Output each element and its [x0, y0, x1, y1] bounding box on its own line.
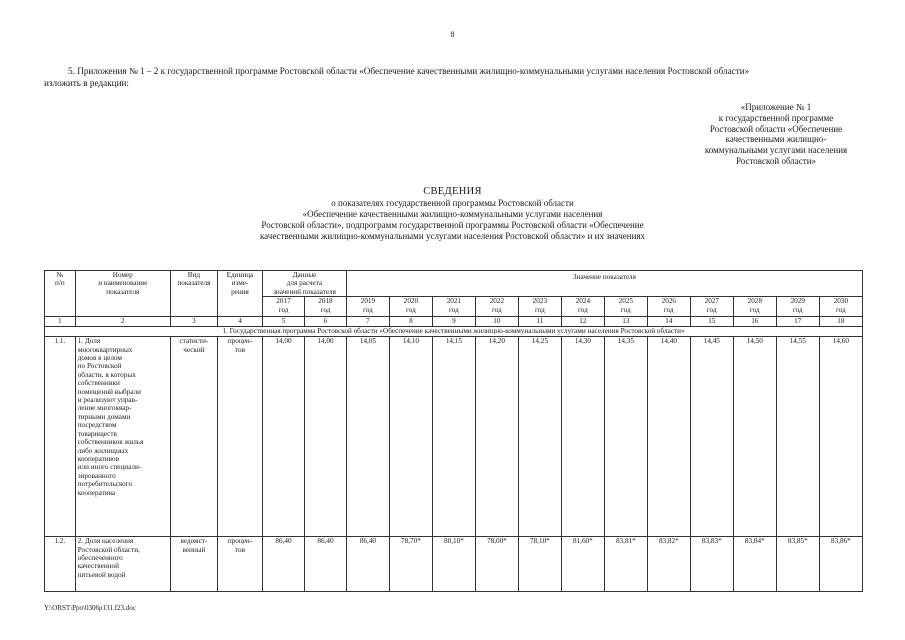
- row-value: 14,30: [561, 337, 604, 537]
- row-value: 83,81*: [604, 537, 647, 592]
- year-word: год: [448, 305, 459, 314]
- year-value: 2030: [833, 297, 849, 306]
- column-number: 5: [263, 317, 305, 327]
- header-text: для расчета: [286, 279, 323, 288]
- row-unit: [217, 537, 262, 592]
- appendix-line: коммунальными услугами населения: [704, 145, 848, 156]
- row-value: 14,05: [346, 337, 389, 537]
- indicators-table: [44, 270, 863, 592]
- column-number: 1: [45, 317, 76, 327]
- header-text: рения: [231, 287, 249, 296]
- column-number: 15: [690, 317, 733, 327]
- title-line: о показателях государственной программы Ростовской области: [331, 198, 574, 208]
- column-number: 3: [170, 317, 217, 327]
- intro-line-1: 5. Приложения № 1 – 2 к государственной программе Ростовской области «Обеспечение качественными жилищно-коммунальными услугами населения Ростовской области»: [68, 66, 750, 76]
- table-row: [45, 337, 863, 537]
- year-value: 2017: [276, 297, 291, 306]
- row-name-line: зированного: [77, 471, 116, 480]
- row-name-line: посредством: [77, 421, 117, 430]
- row-name-line: питьевой водой: [77, 570, 126, 579]
- year-cell: [432, 297, 475, 317]
- year-value: 2022: [489, 297, 505, 306]
- row-value: 78,70*: [389, 537, 432, 592]
- year-value: 2026: [661, 297, 676, 306]
- row-unit-line: тов: [234, 345, 245, 354]
- year-value: 2018: [318, 297, 333, 306]
- year-word: год: [534, 305, 545, 314]
- year-cell: [776, 297, 819, 317]
- row-name-line: ление многоквар-: [77, 404, 132, 413]
- header-text: Единица: [226, 271, 254, 279]
- year-cell: [263, 297, 305, 317]
- row-name-line: помещений выбрали: [77, 387, 141, 396]
- column-number-row: [45, 317, 863, 327]
- column-number: 11: [518, 317, 561, 327]
- header-text: Значение показателя: [573, 273, 636, 281]
- section-title: 1. Государственная программа Ростовской области «Обеспечение качественными жилищно-коммунальными услугами населения Ростовской области»: [45, 327, 863, 337]
- header-text: показателя: [177, 279, 211, 288]
- column-number: 4: [217, 317, 262, 327]
- page-number: 8: [450, 30, 455, 39]
- year-word: год: [491, 305, 502, 314]
- year-value: 2028: [747, 297, 762, 306]
- table-row: [45, 537, 863, 592]
- row-value: 14,55: [776, 337, 819, 537]
- year-cell: [819, 297, 862, 317]
- title-line: «Обеспечение качественными жилищно-коммунальными услугами населения: [302, 209, 603, 219]
- appendix-line: Ростовской области»: [735, 155, 817, 166]
- row-name-line: кооператива: [77, 488, 116, 497]
- year-cell: [346, 297, 389, 317]
- row-value: 14,00: [304, 337, 346, 537]
- row-value: 83,82*: [647, 537, 690, 592]
- column-number: 14: [647, 317, 690, 327]
- appendix-line: «Приложение № 1: [740, 102, 812, 112]
- row-value: 78,10*: [518, 537, 561, 592]
- row-value: 14,40: [647, 337, 690, 537]
- row-name-line: области, в которых: [77, 370, 136, 379]
- year-value: 2025: [618, 297, 634, 306]
- title-line: качественными жилищно-коммунальными услугами населения Ростовской области» и их значениях: [259, 231, 646, 241]
- row-name-line: по Ростовской: [77, 362, 122, 371]
- appendix-note: [676, 102, 876, 167]
- row-name-line: и реализуют управ-: [77, 396, 138, 405]
- row-type: [170, 337, 217, 537]
- column-number: 9: [432, 317, 475, 327]
- row-unit-line: процен-: [227, 337, 253, 346]
- header-text: №: [56, 271, 64, 279]
- row-name: [75, 537, 170, 592]
- header-text: п/п: [55, 279, 65, 288]
- header-text: значений показателя: [273, 287, 336, 296]
- year-word: год: [835, 305, 846, 314]
- row-type-line: статисти-: [179, 337, 209, 346]
- row-name-line: или иного специали-: [77, 463, 142, 472]
- year-word: год: [620, 305, 631, 314]
- column-number: 13: [604, 317, 647, 327]
- file-path-footer: Y:\ORST\Ppo\0306p131.f23.doc: [44, 604, 136, 612]
- header-num: [45, 271, 76, 317]
- year-word: год: [320, 305, 331, 314]
- row-name-line: тирными домами: [77, 412, 131, 421]
- year-word: год: [792, 305, 803, 314]
- year-word: год: [749, 305, 760, 314]
- appendix-line: качественными жилищно-: [725, 134, 827, 145]
- row-value: 14,20: [475, 337, 518, 537]
- year-word: год: [577, 305, 588, 314]
- row-value: 86,40: [346, 537, 389, 592]
- year-cell: [690, 297, 733, 317]
- year-word: год: [706, 305, 717, 314]
- header-text: Данные: [292, 271, 317, 279]
- row-value: 14,00: [263, 337, 305, 537]
- header-values: [346, 271, 862, 297]
- year-cell: [733, 297, 776, 317]
- column-number: 6: [304, 317, 346, 327]
- year-value: 2023: [532, 297, 548, 306]
- header-text: и наименование: [98, 279, 148, 288]
- title-main: СВЕДЕНИЯ: [423, 186, 482, 197]
- row-type-line: венный: [182, 545, 206, 554]
- appendix-line: Ростовской области «Обеспечение: [709, 123, 843, 134]
- row-name-line: Ростовской области,: [77, 545, 140, 554]
- header-unit: [217, 271, 262, 317]
- row-value: 83,84*: [733, 537, 776, 592]
- row-value: 81,60*: [561, 537, 604, 592]
- row-name-line: кооперативов: [77, 454, 119, 463]
- column-number: 16: [733, 317, 776, 327]
- year-cell: [389, 297, 432, 317]
- year-cell: [647, 297, 690, 317]
- year-word: год: [363, 305, 373, 314]
- row-type-line: ческий: [183, 345, 205, 354]
- year-value: 2020: [403, 297, 419, 306]
- row-name-line: обеспеченного: [77, 554, 123, 563]
- intro-paragraph: [44, 66, 864, 89]
- year-value: 2029: [790, 297, 805, 306]
- year-cell: [475, 297, 518, 317]
- header-text: показателя: [106, 287, 140, 296]
- row-type: [170, 537, 217, 592]
- row-num: 1.2.: [45, 537, 76, 592]
- section-row: [45, 327, 863, 337]
- row-value: 86,40: [304, 537, 346, 592]
- title-line: Ростовской области», подпрограмм государственной программы Ростовской области «Обеспечение: [261, 220, 644, 230]
- row-name-line: собственники: [77, 379, 120, 388]
- year-value: 2024: [575, 297, 591, 306]
- row-value: 14,50: [733, 337, 776, 537]
- row-unit-line: процен-: [227, 537, 253, 546]
- row-name-line: собственников жилья: [77, 438, 144, 447]
- row-name-line: потребительского: [77, 480, 133, 489]
- row-name-line: 2. Доля населения: [77, 537, 134, 546]
- row-value: 78,00*: [475, 537, 518, 592]
- row-name-line: многоквартирных: [77, 345, 133, 354]
- year-cell: [604, 297, 647, 317]
- row-name-line: качественной: [77, 562, 119, 571]
- header-text: изме-: [231, 279, 249, 288]
- row-type-line: ведомст-: [180, 537, 208, 546]
- column-number: 10: [475, 317, 518, 327]
- row-name: [75, 337, 170, 537]
- column-number: 2: [75, 317, 170, 327]
- column-number: 8: [389, 317, 432, 327]
- row-value: 83,86*: [819, 537, 862, 592]
- row-value: 83,85*: [776, 537, 819, 592]
- row-value: 14,60: [819, 337, 862, 537]
- row-name-line: домов в целом: [77, 354, 122, 363]
- year-word: год: [278, 305, 289, 314]
- row-value: 83,83*: [690, 537, 733, 592]
- row-value: 14,25: [518, 337, 561, 537]
- row-name-line: либо жилищных: [77, 446, 129, 455]
- row-value: 80,10*: [432, 537, 475, 592]
- header-name: [75, 271, 170, 317]
- column-number: 7: [346, 317, 389, 327]
- intro-line-2: изложить в редакции:: [44, 77, 129, 88]
- header-row: [45, 271, 863, 297]
- row-value: 14,45: [690, 337, 733, 537]
- year-value: 2027: [704, 297, 719, 306]
- year-value: 2021: [446, 297, 462, 306]
- column-number: 17: [776, 317, 819, 327]
- year-word: год: [406, 305, 416, 314]
- row-name-line: 1. Доля: [77, 337, 101, 346]
- row-unit-line: тов: [234, 545, 245, 554]
- row-unit: [217, 337, 262, 537]
- row-num: 1.1.: [45, 337, 76, 537]
- year-value: 2019: [360, 297, 376, 306]
- row-value: 14,10: [389, 337, 432, 537]
- header-type: [170, 271, 217, 317]
- header-base: [263, 271, 347, 297]
- row-name-line: товариществ: [77, 429, 117, 438]
- year-cell: [518, 297, 561, 317]
- row-value: 14,35: [604, 337, 647, 537]
- appendix-line: к государственной программе: [718, 112, 834, 123]
- header-text: Номер: [112, 271, 133, 279]
- row-value: 14,15: [432, 337, 475, 537]
- column-number: 12: [561, 317, 604, 327]
- document-title: [150, 186, 755, 242]
- year-cell: [304, 297, 346, 317]
- header-text: Вид: [187, 271, 201, 279]
- column-number: 18: [819, 317, 862, 327]
- year-word: год: [663, 305, 674, 314]
- row-value: 86,40: [263, 537, 305, 592]
- year-cell: [561, 297, 604, 317]
